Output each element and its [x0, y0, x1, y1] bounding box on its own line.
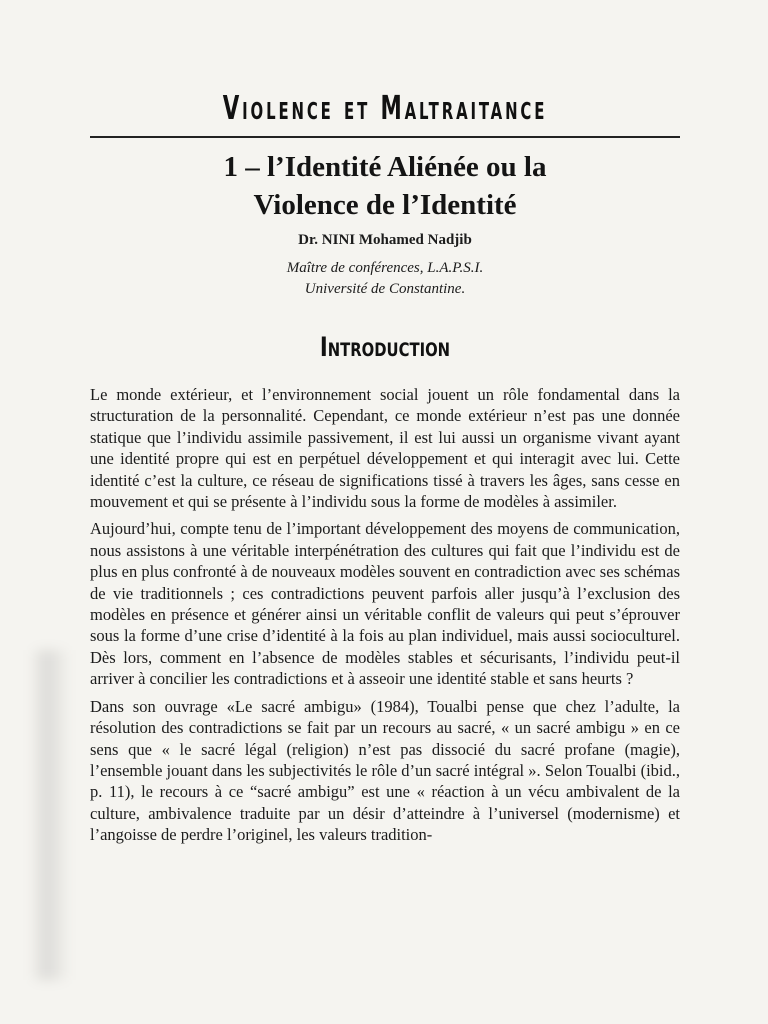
affiliation-line-2: Université de Constantine. — [304, 281, 466, 297]
body-text — [90, 384, 680, 852]
section-heading: Introduction — [319, 332, 451, 363]
header-rule — [90, 136, 680, 138]
author-name: Dr. NINI Mohamed Nadjib — [298, 232, 472, 248]
article-title-line-1: 1 – l’Identité Aliénée ou la — [223, 151, 547, 183]
running-head: Violence et Maltraitance — [222, 88, 548, 127]
paragraph: Le monde extérieur, et l’environnement social jouent un rôle fondamental dans la structuration de la personnalité. Cependant, ce monde extérieur n’est pas une donnée statique que l’individu assimile passivement, il est lui aussi un organisme vivant ayant une identité propre qui est en perpétuel développement et qui interagit avec lui. Cette identité c’est la culture, ce réseau de significations tissé à travers les âges, sans cesse en mouvement et qui se présente à l’individu sous la forme de modèles à assimiler. — [90, 385, 680, 512]
affiliation-line-1: Maître de conférences, L.A.P.S.I. — [286, 260, 484, 276]
binding-shadow — [30, 650, 70, 980]
paragraph: Dans son ouvrage «Le sacré ambigu» (1984), Toualbi pense que chez l’adulte, la résolution des contradictions se fait par un recours au sacré, « un sacré ambigu » en ce sens que « le sacré légal (religion) n’est pas dissocié du sacré profane (magie), l’ensemble jouant dans les subjectivités le rôle d’un sacré intégral ». Selon Toualbi (ibid., p. 11), le recours à ce “sacré ambigu” est une « réaction à un vécu ambivalent de la culture, ambivalence traduite par un désir d’atteindre à l’universel (modernisme) et l’angoisse de perdre l’originel, les valeurs tradition- — [90, 696, 680, 845]
paragraph: Aujourd’hui, compte tenu de l’important développement des moyens de communication, nous assistons à une véritable interpénétration des cultures qui fait que l’individu est de plus en plus confronté à de nouveaux modèles souvent en contradiction avec ses schémas de vie traditionnels ; ces contradictions peuvent parfois aller jusqu’à l’exclusion des modèles en présence et générer ainsi un véritable conflit de valeurs qui peut s’éprouver sous la forme d’une crise d’identité à la fois au plan individuel, mais aussi socioculturel. Dès lors, comment en l’absence de modèles stables et sécurisants, l’individu peut-il arriver à concilier les contradictions et à asseoir une identité stable et sans heurts ? — [90, 519, 680, 689]
article-title — [90, 148, 680, 224]
author-affiliation — [90, 258, 680, 300]
article-title-line-2: Violence de l’Identité — [253, 189, 517, 221]
